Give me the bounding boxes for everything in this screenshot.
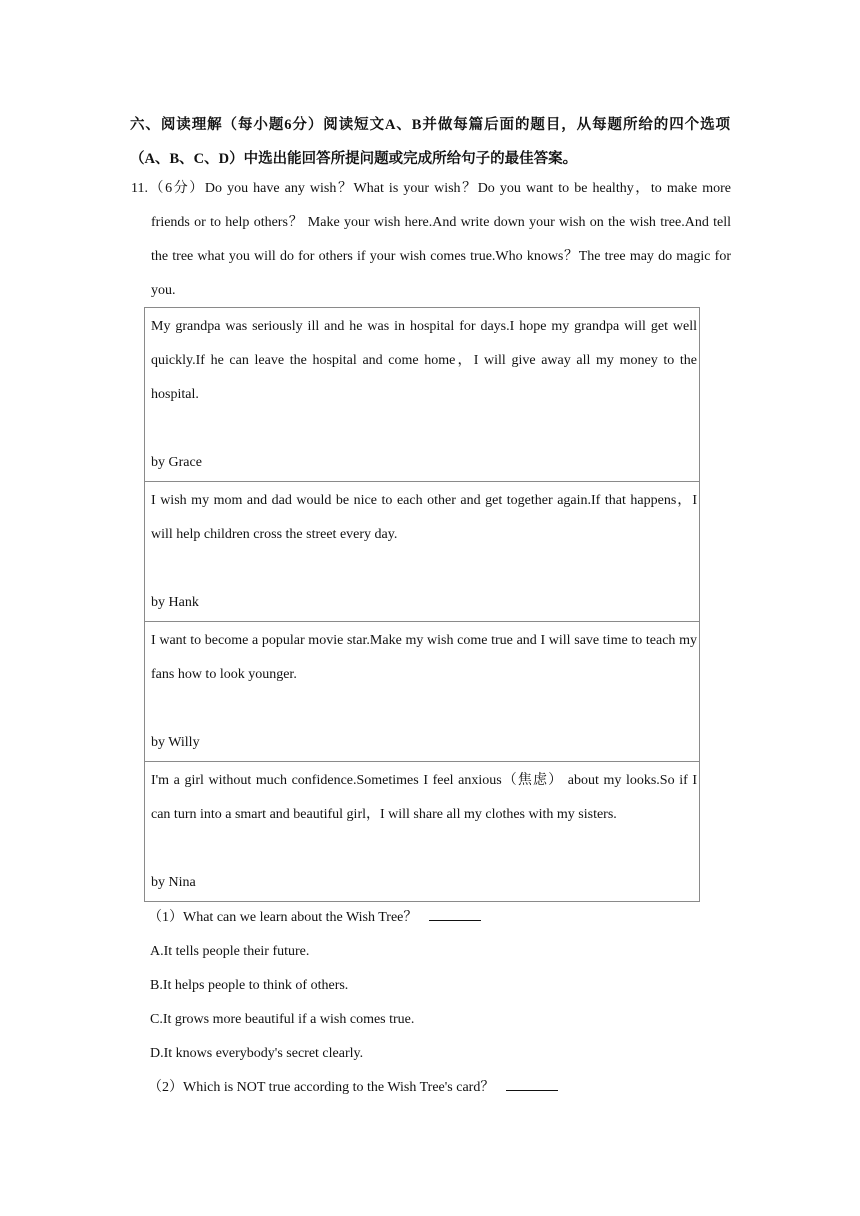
sub-questions xyxy=(148,901,708,1105)
wish-card-willy xyxy=(145,622,700,762)
wish-card-text: I wish my mom and dad would be nice to each other and get together again.If that happens，I will help children cross the street every day. xyxy=(151,492,697,542)
table-row xyxy=(145,482,700,622)
sub-question-prompt: （2）Which is NOT true according to the Wish Tree's card？ xyxy=(148,1080,495,1095)
wish-card-text: My grandpa was seriously ill and he was in hospital for days.I hope my grandpa will get well quickly.If he can leave the hospital and come home，I will give away all my money to the hospital. xyxy=(151,318,697,402)
section-heading: 六、阅读理解（每小题6分）阅读短文A、B并做每篇后面的题目，从每题所给的四个选项（A、B、C、D）中选出能回答所提问题或完成所给句子的最佳答案。 xyxy=(130,117,730,167)
wish-card-nina xyxy=(145,762,700,902)
option-b: B.It helps people to think of others. xyxy=(150,978,349,993)
option-c: C.It grows more beautiful if a wish comes true. xyxy=(150,1012,415,1027)
table-row xyxy=(145,762,700,902)
table-row xyxy=(145,622,700,762)
answer-blank[interactable] xyxy=(429,908,481,921)
question-intro-text: Do you have any wish？What is your wish？Do you want to be healthy，to make more friends or to help others？ Make your wish here.And write down your wish on the wish tree.And tell the tree what you will do for others if your wish comes true.Who knows？The tree may do magic for you. xyxy=(151,181,731,298)
question-intro xyxy=(131,172,731,308)
answer-blank[interactable] xyxy=(506,1078,558,1091)
wish-cards-table xyxy=(144,307,700,902)
wish-card-text: I'm a girl without much confidence.Sometimes I feel anxious（焦虑） about my looks.So if I can turn into a smart and beautiful girl，I will share all my clothes with my sisters. xyxy=(151,772,697,822)
wish-card-author: by Grace xyxy=(151,454,202,470)
wish-card-author: by Willy xyxy=(151,734,200,750)
wish-card-hank xyxy=(145,482,700,622)
table-row xyxy=(145,308,700,482)
wish-card-author: by Nina xyxy=(151,874,196,890)
question-intro-paragraph xyxy=(131,172,731,308)
sub-question-prompt: （1）What can we learn about the Wish Tree？ xyxy=(148,910,418,925)
option-d: D.It knows everybody's secret clearly. xyxy=(150,1046,364,1061)
sub-question-1 xyxy=(148,901,708,935)
question-number: 11.（6分） xyxy=(131,181,205,196)
sub-question-2 xyxy=(148,1071,708,1105)
wish-card-author: by Hank xyxy=(151,594,199,610)
wish-card-text: I want to become a popular movie star.Make my wish come true and I will save time to teach my fans how to look younger. xyxy=(151,632,697,682)
wish-card-grace xyxy=(145,308,700,482)
option-a: A.It tells people their future. xyxy=(150,944,310,959)
